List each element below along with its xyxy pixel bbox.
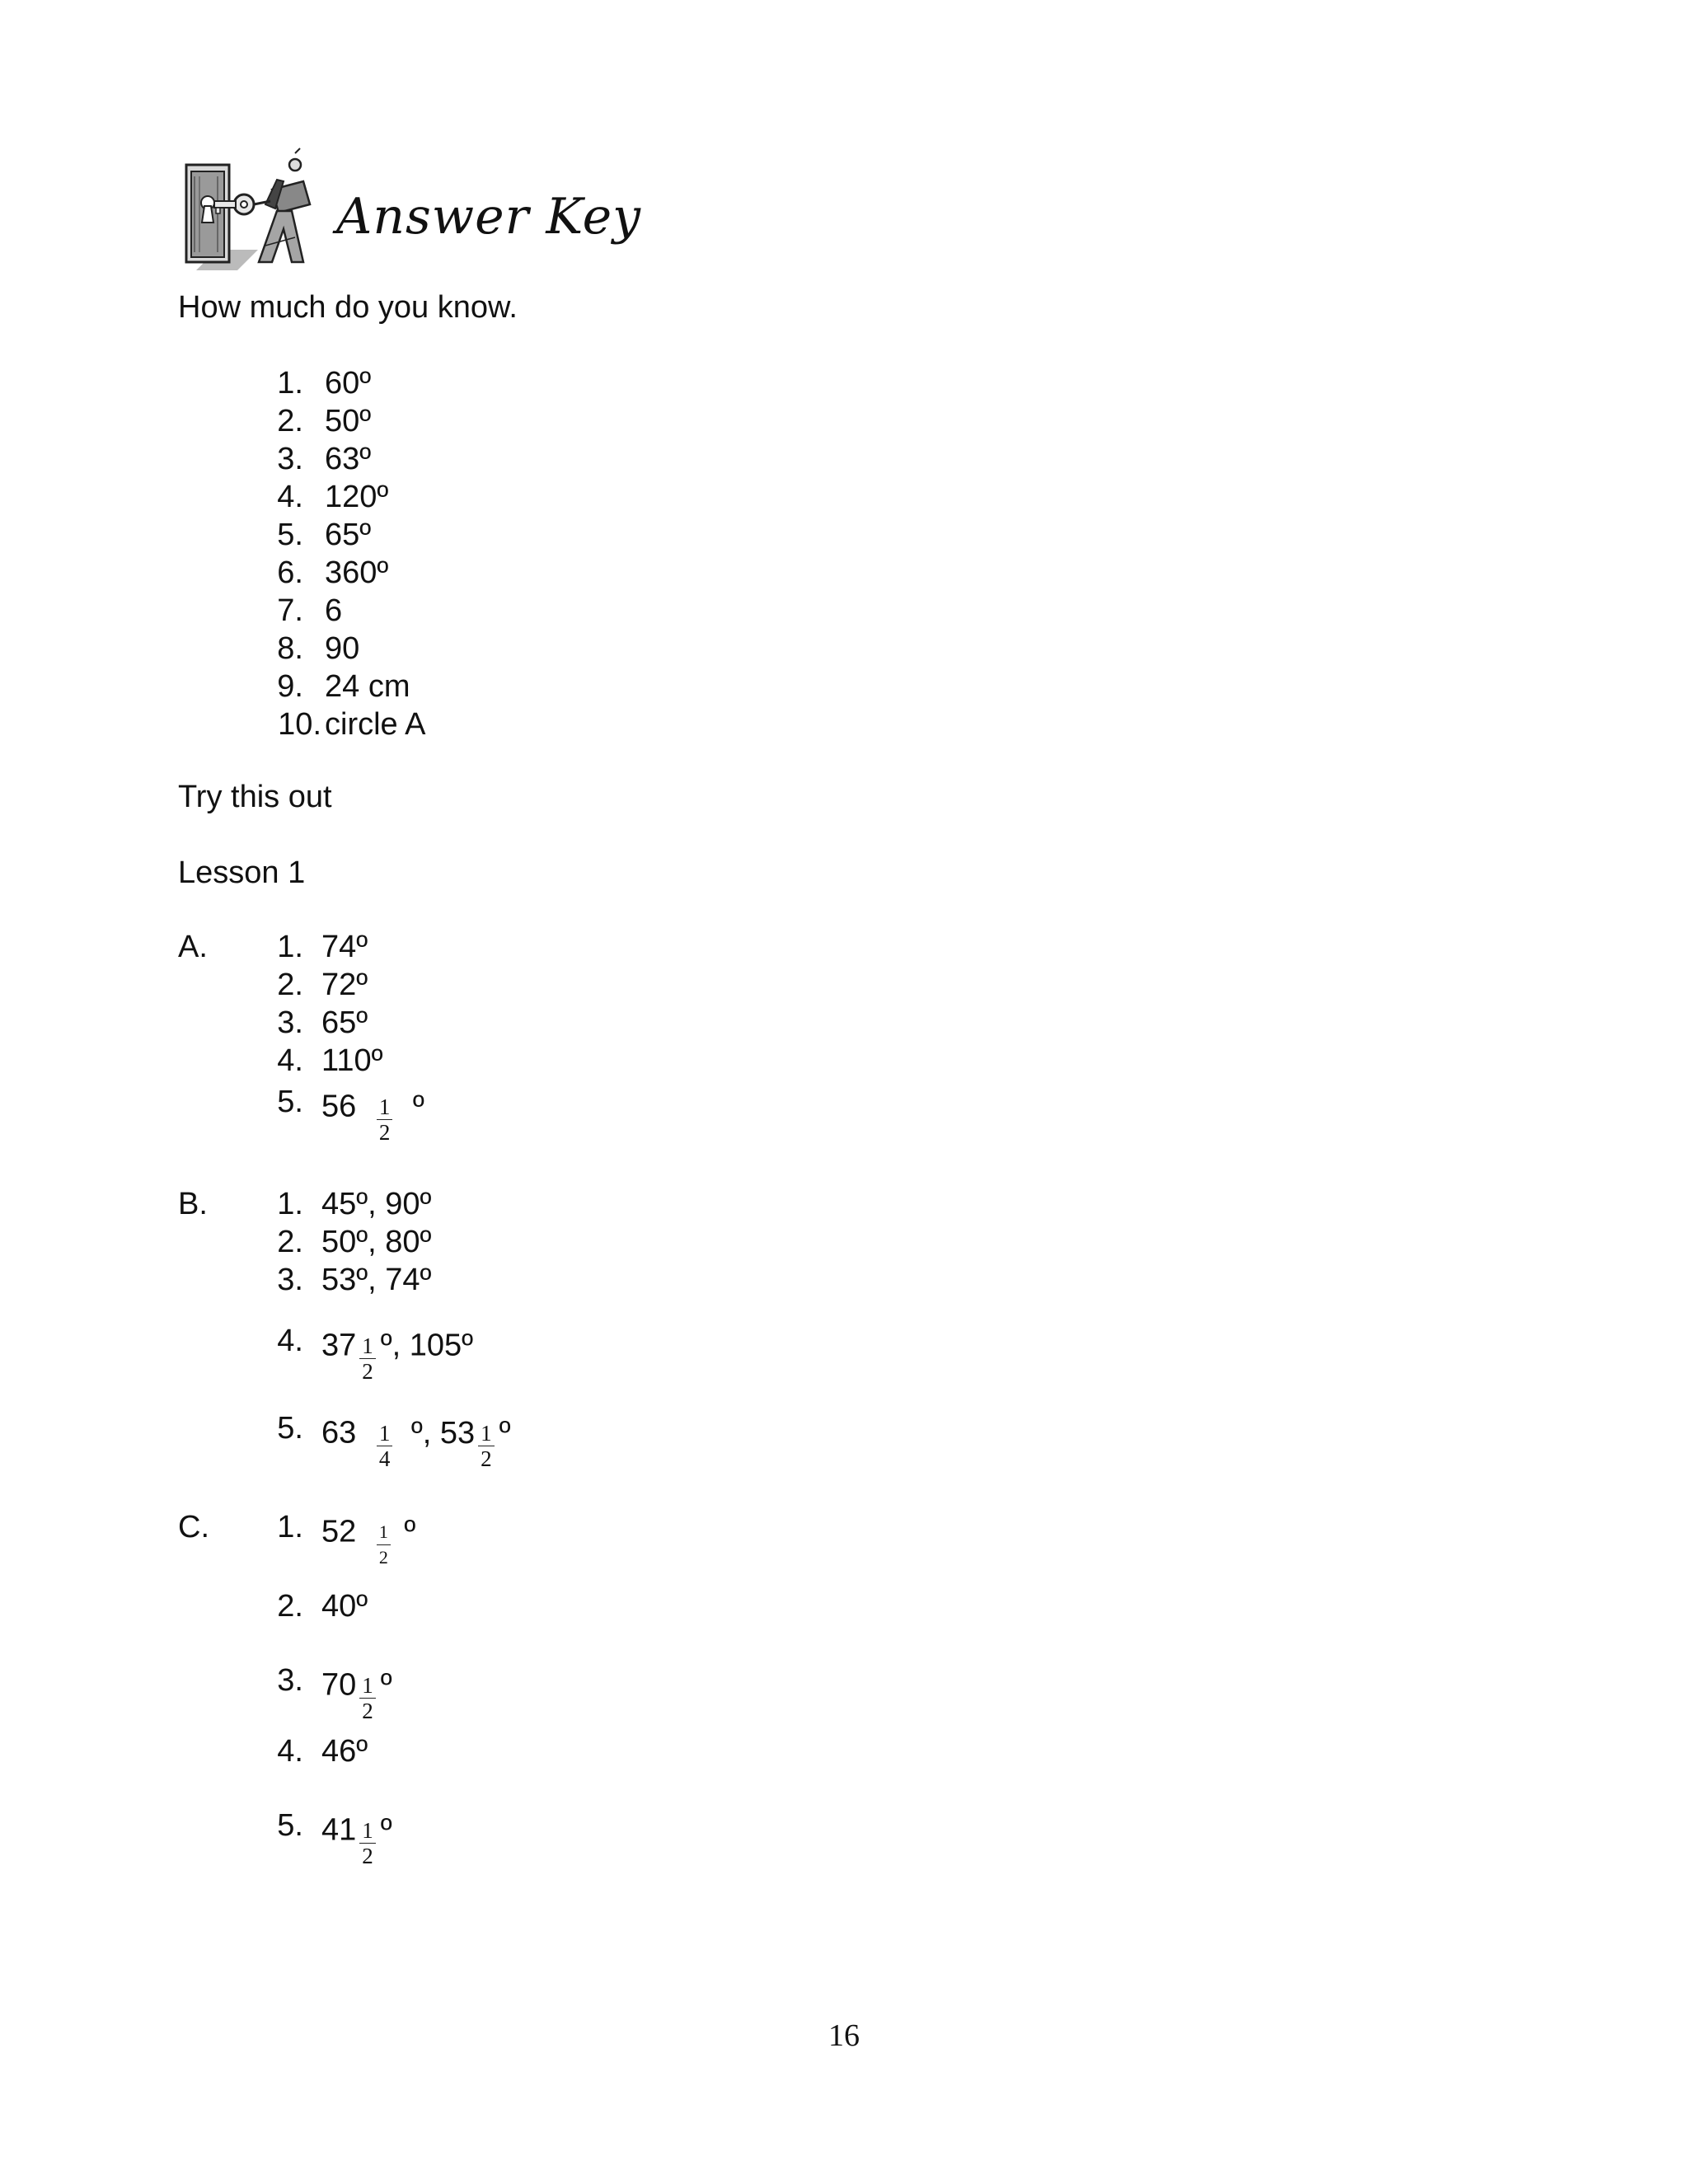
- item-number: 6.: [277, 555, 303, 590]
- whole-number: 41: [321, 1812, 357, 1848]
- item-number: 1.: [277, 1510, 303, 1544]
- door-key-icon: [180, 147, 320, 274]
- fraction-numerator: 1: [359, 1333, 376, 1359]
- item-number: 8.: [277, 631, 303, 666]
- fraction-denominator: 2: [362, 1844, 373, 1868]
- degree-suffix: º: [380, 1667, 392, 1703]
- item-number: 3.: [277, 1663, 303, 1698]
- item-number: 5.: [277, 518, 303, 552]
- item-number: 1.: [277, 366, 303, 401]
- item-number: 2.: [277, 1225, 303, 1259]
- fraction: [377, 1520, 391, 1570]
- item-number: 2.: [277, 968, 303, 1002]
- fraction-denominator: 2: [362, 1699, 373, 1723]
- fraction-numerator: 1: [359, 1673, 376, 1699]
- item-number: 1.: [277, 930, 303, 964]
- fraction-denominator: 2: [378, 1120, 391, 1145]
- item-answer: 46º: [321, 1734, 368, 1769]
- item-answer: 24 cm: [325, 669, 410, 704]
- item-number: 4.: [277, 480, 303, 514]
- whole-number: 63: [321, 1415, 357, 1451]
- item-number: 5.: [277, 1411, 303, 1446]
- whole-number: 70: [321, 1667, 357, 1703]
- item-answer: [321, 1083, 424, 1145]
- item-number: 1.: [277, 1187, 303, 1221]
- section-heading-try: Try this out: [178, 780, 332, 814]
- item-answer: 110º: [321, 1043, 383, 1078]
- degree-separator: º, 53: [410, 1415, 476, 1451]
- fraction-denominator: 2: [378, 1547, 388, 1568]
- degree-suffix: º: [499, 1415, 511, 1451]
- fraction-denominator: 2: [362, 1359, 373, 1384]
- degree-suffix: º: [380, 1812, 392, 1848]
- item-answer: 6: [325, 593, 343, 628]
- degree-suffix: º, 105º: [380, 1328, 474, 1363]
- item-answer: 90: [325, 631, 360, 666]
- item-answer: 50º, 80º: [321, 1225, 432, 1259]
- item-number: 10.: [278, 707, 321, 742]
- item-answer: 65º: [325, 518, 372, 552]
- page-number: 16: [828, 2018, 860, 2053]
- item-answer: 50º: [325, 404, 372, 438]
- section-letter: A.: [178, 930, 208, 964]
- item-answer: 63º: [325, 442, 372, 476]
- item-number: 5.: [277, 1085, 303, 1119]
- item-answer: 74º: [321, 930, 368, 964]
- item-answer: circle A: [325, 707, 426, 742]
- item-answer: 360º: [325, 555, 389, 590]
- fraction: [359, 1818, 376, 1868]
- item-answer: [321, 1508, 416, 1568]
- fraction: [359, 1673, 376, 1723]
- item-answer: [321, 1322, 474, 1384]
- item-number: 3.: [277, 442, 303, 476]
- fraction-numerator: 1: [377, 1520, 391, 1545]
- item-number: 4.: [277, 1324, 303, 1358]
- item-number: 7.: [277, 593, 303, 628]
- item-number: 9.: [277, 669, 303, 704]
- fraction: [478, 1421, 495, 1471]
- item-number: 2.: [277, 404, 303, 438]
- item-answer: 120º: [325, 480, 389, 514]
- whole-number: 56: [321, 1089, 357, 1124]
- item-number: 3.: [277, 1005, 303, 1040]
- item-answer: [321, 1409, 511, 1471]
- item-number: 3.: [277, 1263, 303, 1297]
- item-number: 2.: [277, 1589, 303, 1624]
- section-letter: C.: [178, 1510, 209, 1544]
- whole-number: 52: [321, 1514, 357, 1549]
- item-answer: 65º: [321, 1005, 368, 1040]
- item-number: 4.: [277, 1734, 303, 1769]
- degree-suffix: º: [412, 1089, 424, 1124]
- item-answer: 60º: [325, 366, 372, 401]
- lesson-heading: Lesson 1: [178, 855, 306, 890]
- intro-text: How much do you know.: [178, 290, 518, 325]
- page-title: Answer Key: [336, 188, 641, 246]
- item-number: 4.: [277, 1043, 303, 1078]
- fraction-denominator: 2: [481, 1446, 492, 1471]
- degree-suffix: º: [404, 1514, 416, 1549]
- fraction-numerator: 1: [359, 1818, 376, 1844]
- item-answer: 45º, 90º: [321, 1187, 432, 1221]
- fraction-numerator: 1: [478, 1421, 495, 1446]
- whole-number: 37: [321, 1328, 357, 1363]
- item-answer: 72º: [321, 968, 368, 1002]
- item-number: 5.: [277, 1808, 303, 1843]
- fraction: [359, 1333, 376, 1384]
- section-letter: B.: [178, 1187, 208, 1221]
- fraction-numerator: 1: [377, 1094, 393, 1120]
- fraction-denominator: 4: [378, 1446, 391, 1471]
- fraction-numerator: 1: [377, 1421, 393, 1446]
- fraction: [377, 1094, 393, 1145]
- item-answer: [321, 1807, 392, 1868]
- item-answer: [321, 1661, 392, 1723]
- item-answer: 53º, 74º: [321, 1263, 432, 1297]
- fraction: [377, 1421, 393, 1471]
- item-answer: 40º: [321, 1589, 368, 1624]
